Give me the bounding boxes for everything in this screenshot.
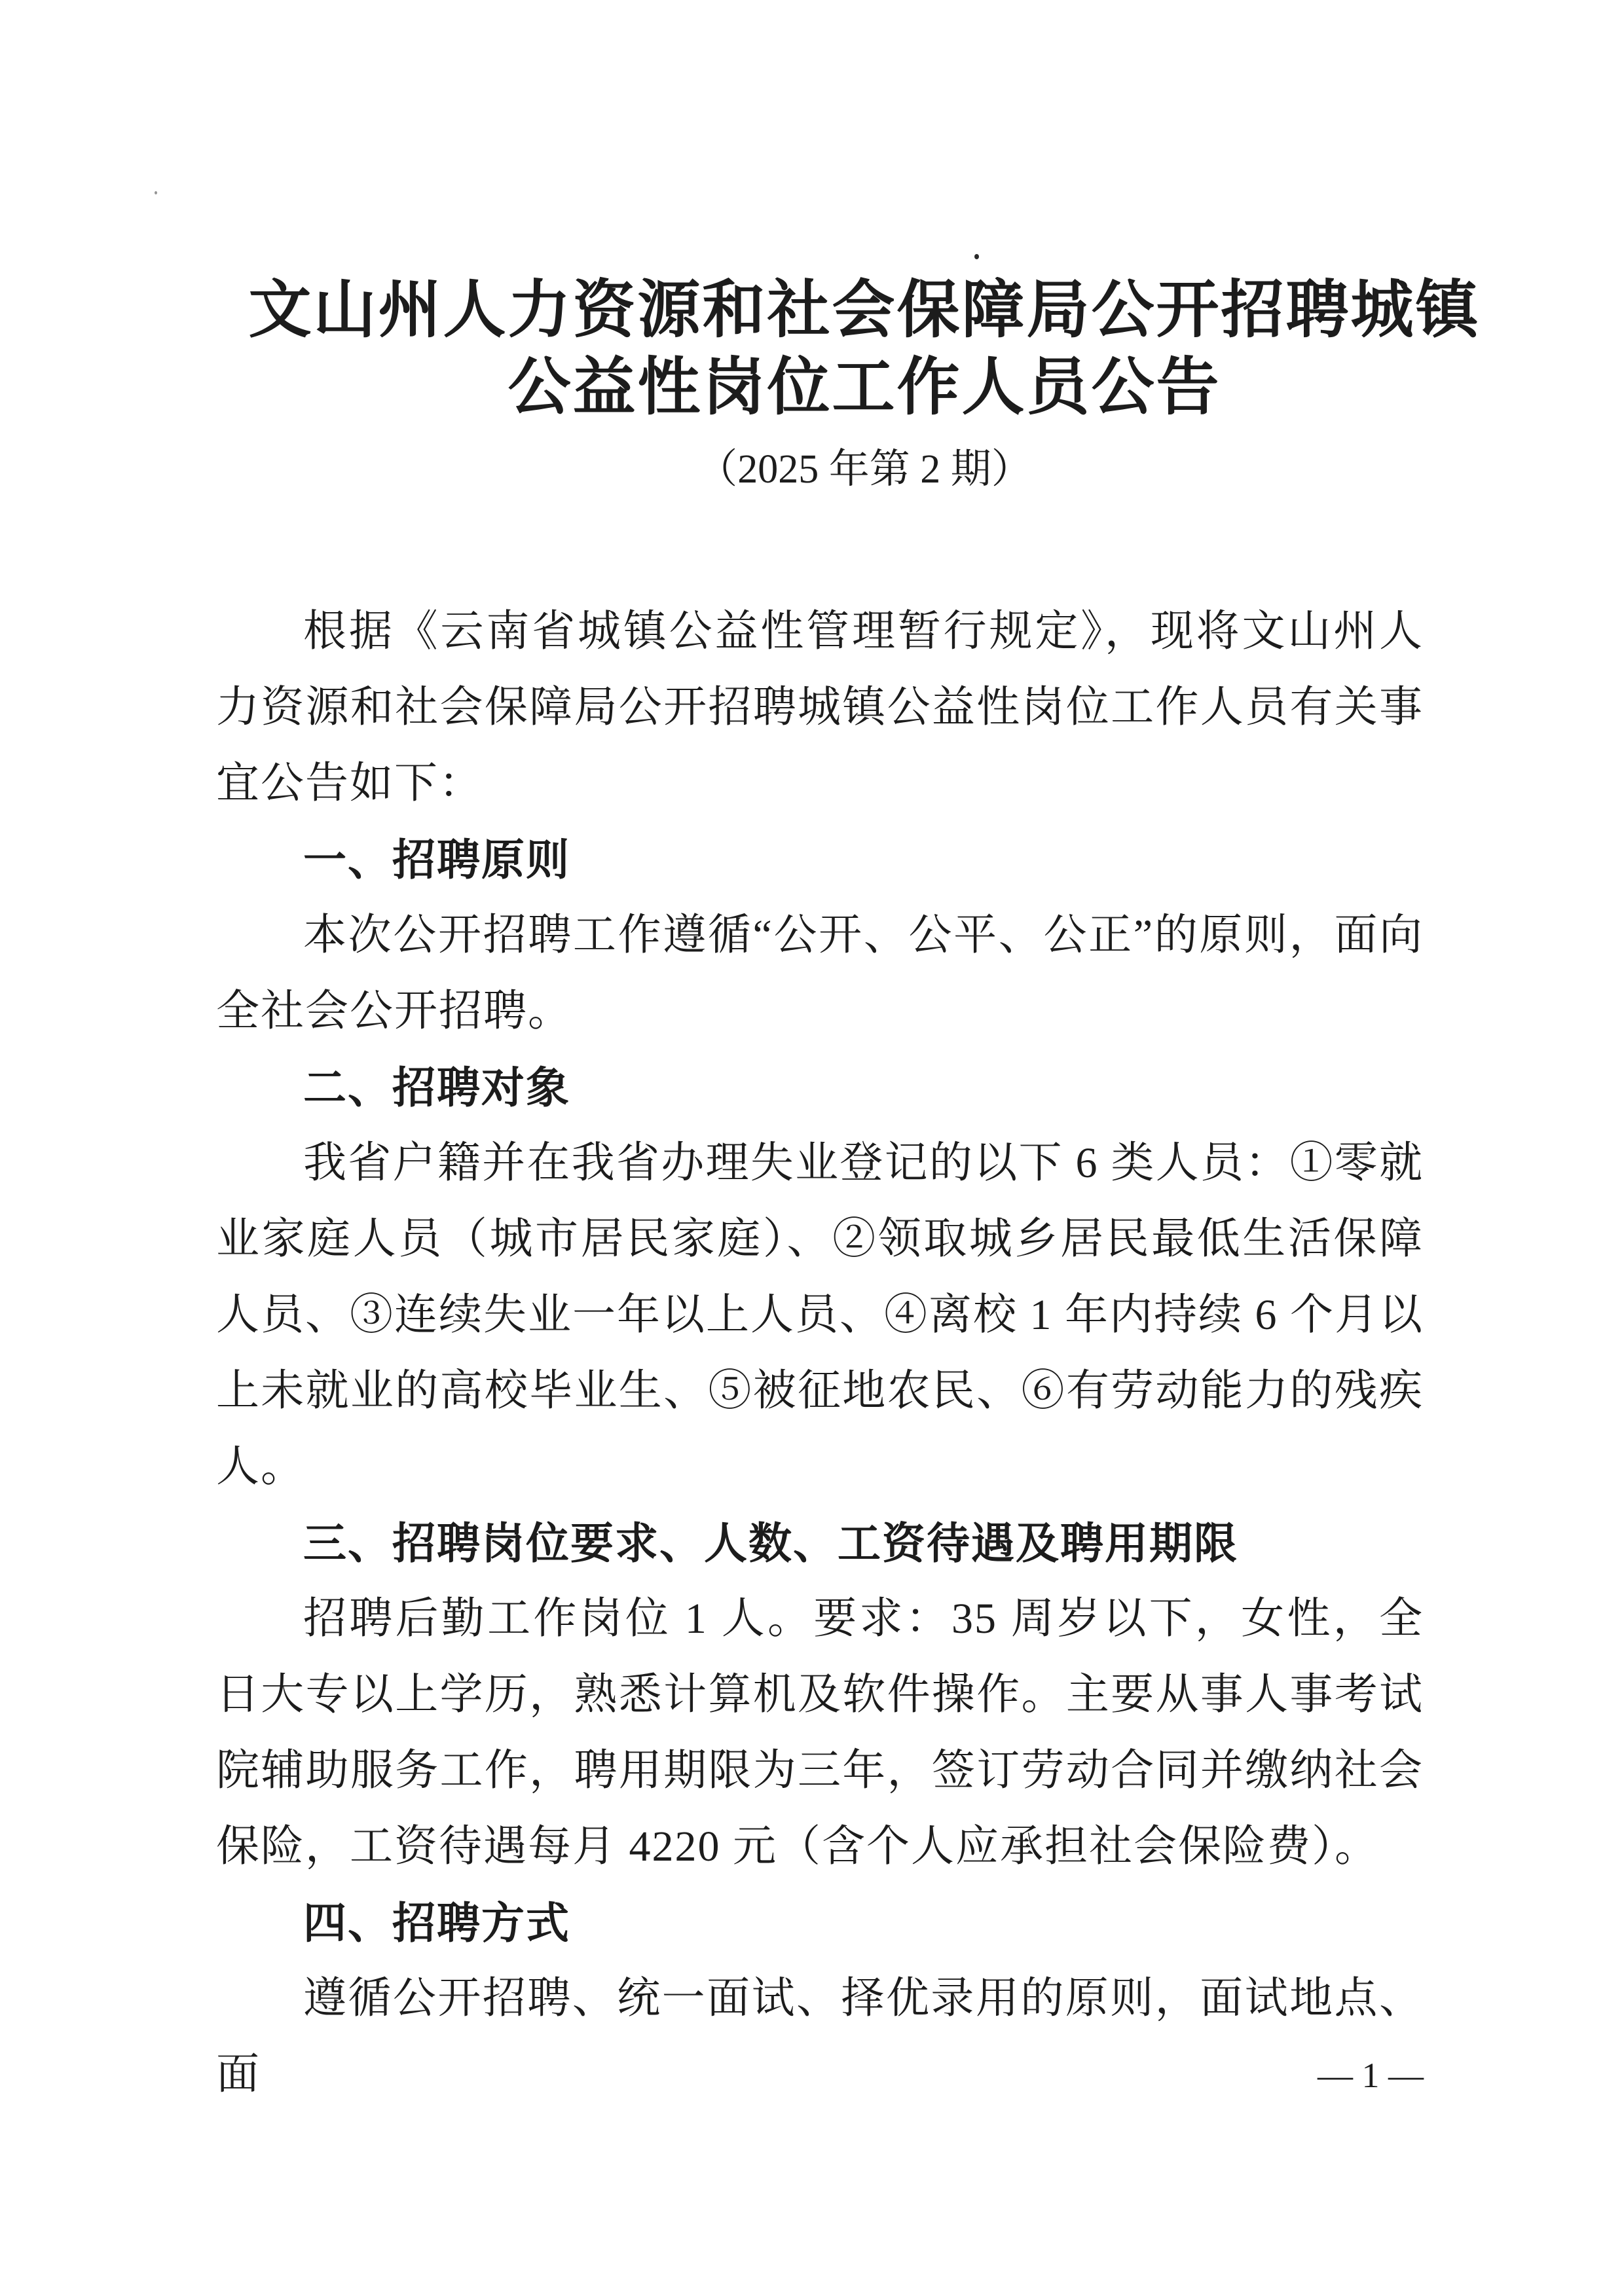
scan-speck <box>974 254 979 259</box>
scan-speck <box>155 191 157 194</box>
section-heading-1: 一、招聘原则 <box>303 835 570 884</box>
document-title <box>216 272 1513 426</box>
section-heading-3: 三、招聘岗位要求、人数、工资待遇及聘用期限 <box>303 1519 1238 1567</box>
document-content <box>216 272 1513 2113</box>
paragraph-principle: 本次公开招聘工作遵循“公开、公平、公正”的原则，面向全社会公开招聘。 <box>216 911 1424 1035</box>
issue-number: （2025 年第 2 期） <box>697 447 1032 492</box>
paragraph-position: 招聘后勤工作岗位 1 人。要求：35 周岁以下，女性，全日大专以上学历，熟悉计算机及软件操作。主要从事人事考试院辅助服务工作，聘用期限为三年，签订劳动合同并缴纳社会保险，工资待遇每月 4220 元（含个人应承担社会保险费）。 <box>216 1595 1424 1870</box>
document-title-line-1: 文山州人力资源和社会保障局公开招聘城镇 <box>248 275 1481 345</box>
page-number: — 1 — <box>1318 2056 1424 2095</box>
document-title-line-2: 公益性岗位工作人员公告 <box>507 352 1221 422</box>
document-body <box>216 594 1424 2113</box>
paragraph-method: 遵循公开招聘、统一面试、择优录用的原则，面试地点、面 <box>216 1975 1424 2098</box>
section-heading-4: 四、招聘方式 <box>303 1899 570 1947</box>
paragraph-targets: 我省户籍并在我省办理失业登记的以下 6 类人员：①零就业家庭人员（城市居民家庭）、②领取城乡居民最低生活保障人员、③连续失业一年以上人员、④离校 1 年内持续 6 个月以上未就业的高校毕业生、⑤被征地农民、⑥有劳动能力的残疾人。 <box>216 1139 1424 1491</box>
paragraph-intro: 根据《云南省城镇公益性管理暂行规定》，现将文山州人力资源和社会保障局公开招聘城镇公益性岗位工作人员有关事宜公告如下： <box>216 608 1424 807</box>
section-heading-2: 二、招聘对象 <box>303 1063 570 1112</box>
